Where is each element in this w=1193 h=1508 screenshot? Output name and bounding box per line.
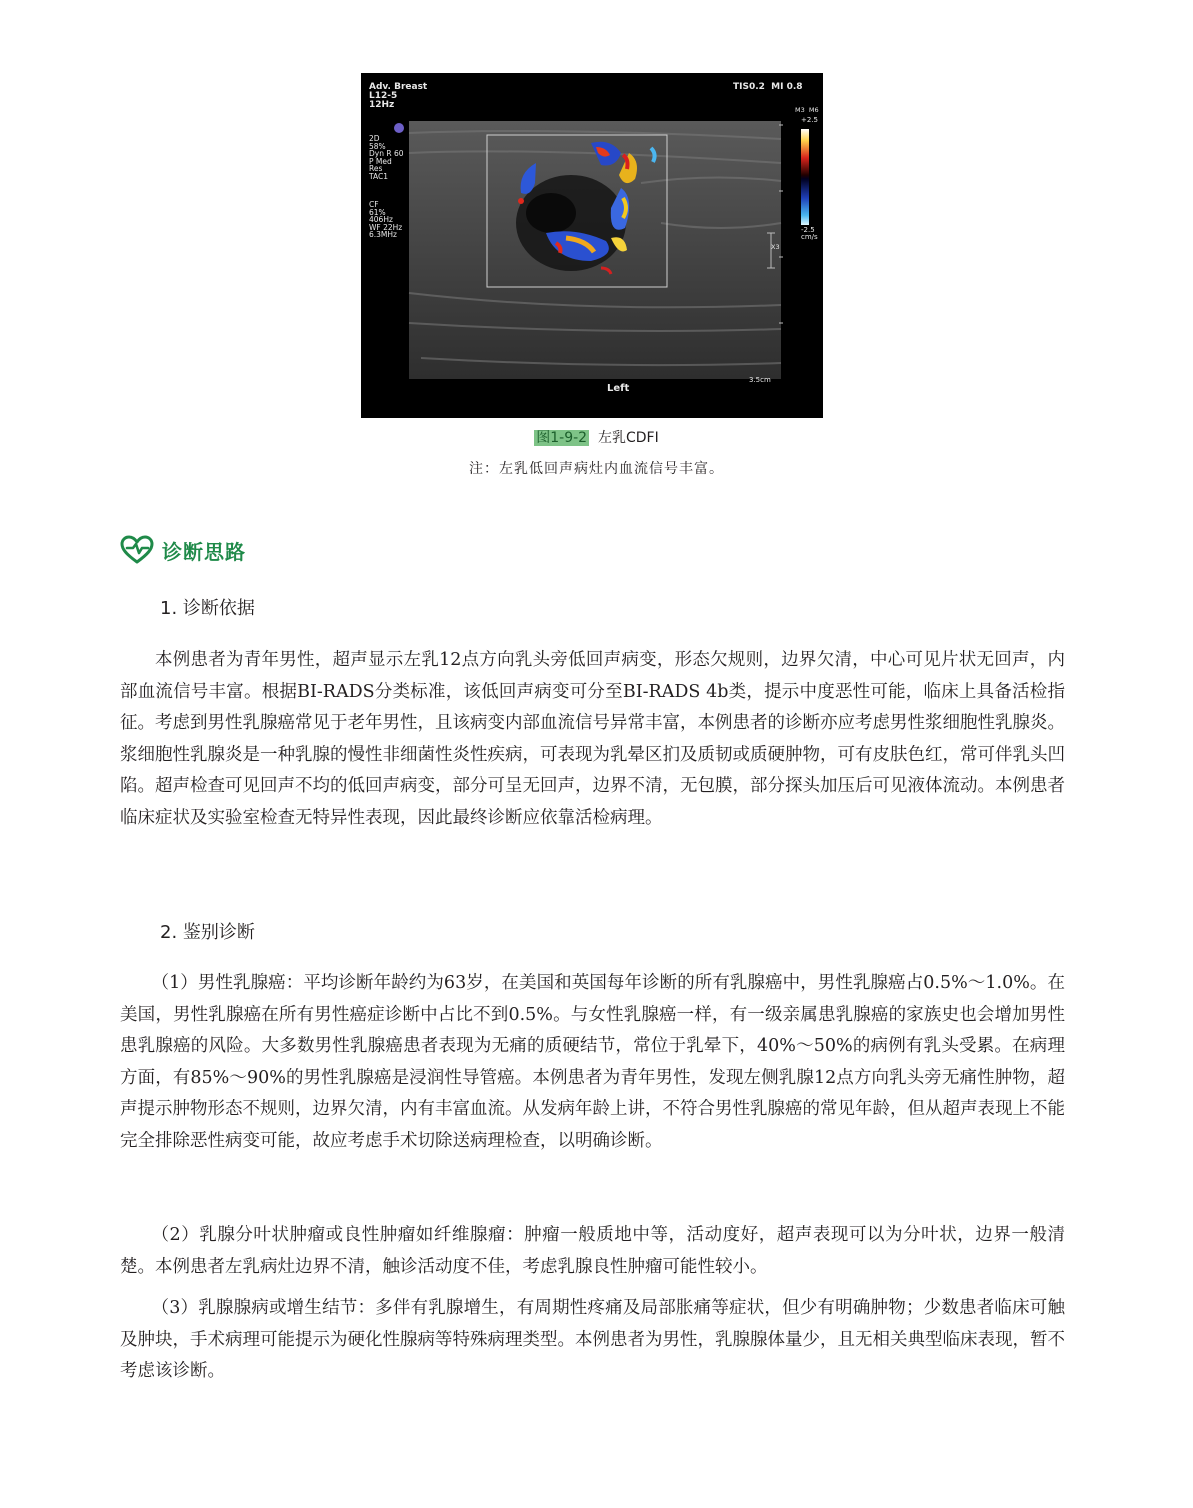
overlay-scale-bottom: -2.5 cm/s xyxy=(801,226,818,241)
paragraph-diagnosis-basis: 本例患者为青年男性，超声显示左乳12点方向乳头旁低回声病变，形态欠规则，边界欠清，中心可见片状无回声，内部血流信号丰富。根据BI-RADS分类标准，该低回声病变可分至BI-RADS 4b类，提示中度恶性可能，临床上具备活检指征。考虑到男性乳腺癌常见于老年男性，且该病变内部血流信号异常丰富，本例患者的诊断亦应考虑男性浆细胞性乳腺炎。浆细胞性乳腺炎是一种乳腺的慢性非细菌性炎性疾病，可表现为乳晕区扪及质韧或质硬肿物，可有皮肤色红，常可伴乳头凹陷。超声检查可见回声不均的低回声病变，部分可呈无回声，边界不清，无包膜，部分探头加压后可见液体流动。本例患者临床症状及实验室检查无特异性表现，因此最终诊断应依靠活检病理。 xyxy=(120,650,1065,828)
overlay-2d-settings: 2D 58% Dyn R 60 P Med Res TAC1 xyxy=(369,134,404,181)
ultrasound-graphic xyxy=(361,73,823,418)
overlay-scale-top: +2.5 xyxy=(801,116,818,124)
overlay-scale-head: M3 M6 xyxy=(795,106,819,114)
overlay-side-label: Left xyxy=(607,383,630,394)
overlay-tis-mi: TIS0.2 MI 0.8 xyxy=(733,82,803,92)
paragraph-male-breast-cancer: （1）男性乳腺癌：平均诊断年龄约为63岁，在美国和英国每年诊断的所有乳腺癌中，男性乳腺癌占0.5%～1.0%。在美国，男性乳腺癌在所有男性癌症诊断中占比不到0.5%。与女性乳腺癌一样，有一级亲属患乳腺癌的家族史也会增加男性患乳腺癌的风险。大多数男性乳腺癌患者表现为无痛的质硬结节，常位于乳晕下，40%～50%的病例有乳头受累。在病理方面，有85%～90%的男性乳腺癌是浸润性导管癌。本例患者为青年男性，发现左侧乳腺12点方向乳头旁无痛性肿物，超声提示肿物形态不规则，边界欠清，内有丰富血流。从发病年龄上讲，不符合男性乳腺癌的常见年龄，但从超声表现上不能完全排除恶性病变可能，故应考虑手术切除送病理检查，以明确诊断。 xyxy=(120,973,1065,1151)
figure-title: 左乳CDFI xyxy=(597,430,659,446)
subheading-differential: 2. 鉴别诊断 xyxy=(160,922,255,943)
figure-note: 注：左乳低回声病灶内血流信号丰富。 xyxy=(469,461,724,477)
overlay-zoom: X3 xyxy=(771,243,780,251)
figure-label: 图1-9-2 xyxy=(536,430,588,446)
section-heading xyxy=(120,533,246,567)
overlay-preset: Adv. Breast L12-5 12Hz xyxy=(369,82,428,110)
paragraph-phyllodes-tumor: （2）乳腺分叶状肿瘤或良性肿瘤如纤维腺瘤：肿瘤一般质地中等，活动度好，超声表现可以为分叶状，边界一般清楚。本例患者左乳病灶边界不清，触诊活动度不佳，考虑乳腺良性肿瘤可能性较小。 xyxy=(120,1225,1065,1277)
overlay-depth: 3.5cm xyxy=(749,376,771,384)
ultrasound-image xyxy=(361,73,823,418)
paragraph-adenosis: （3）乳腺腺病或增生结节：多伴有乳腺增生，有周期性疼痛及局部胀痛等症状，但少有明确肿物；少数患者临床可触及肿块，手术病理可能提示为硬化性腺病等特殊病理类型。本例患者为男性，乳腺腺体量少，且无相关典型临床表现，暂不考虑该诊断。 xyxy=(120,1298,1065,1382)
section-title: 诊断思路 xyxy=(162,539,246,564)
subheading-diagnosis-basis: 1. 诊断依据 xyxy=(160,598,255,619)
heart-pulse-icon xyxy=(120,535,154,565)
figure-caption xyxy=(0,427,1193,447)
overlay-cf-settings: CF 61% 406Hz WF 22Hz 6.3MHz xyxy=(369,200,403,239)
